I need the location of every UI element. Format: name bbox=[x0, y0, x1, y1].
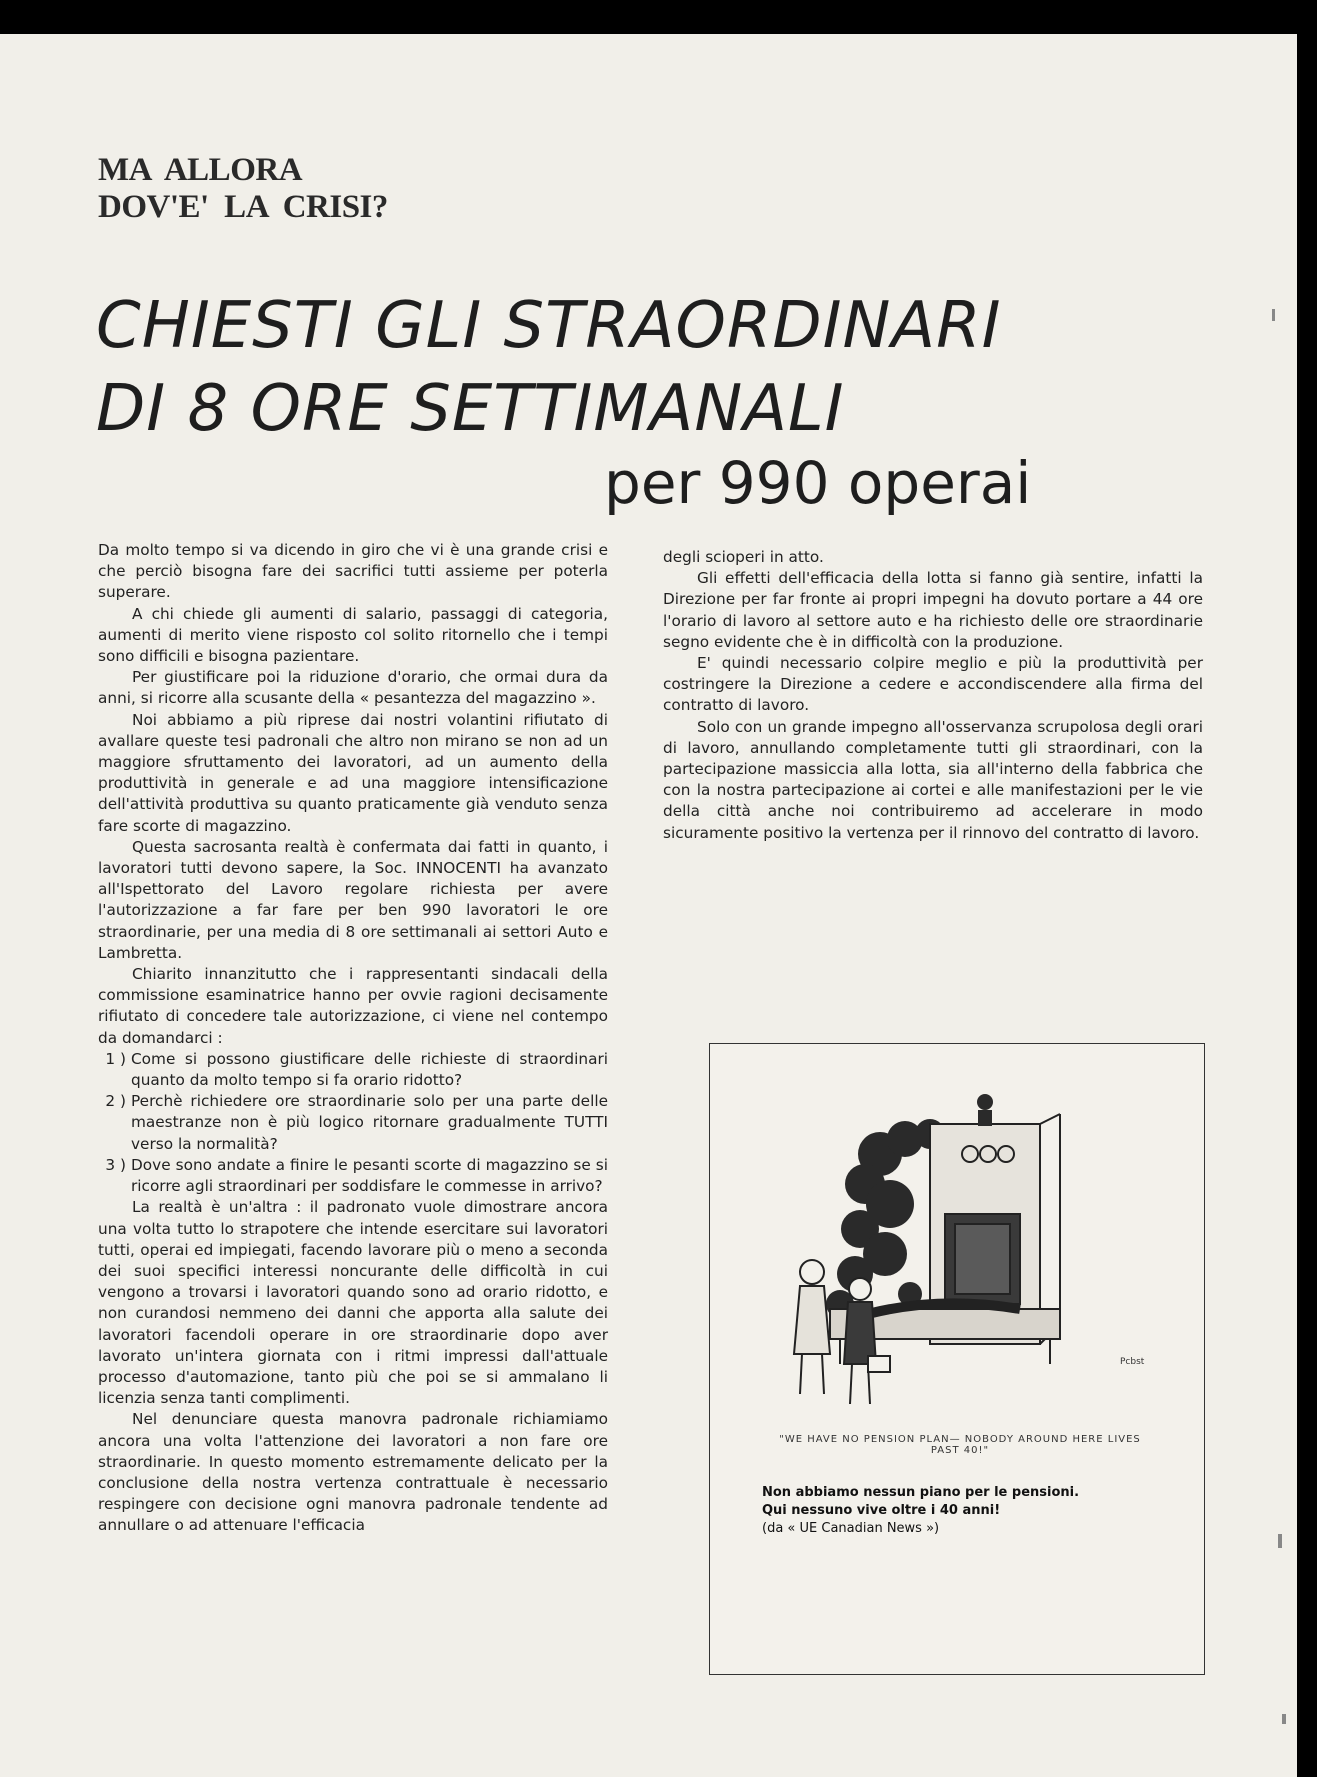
paragraph: Questa sacrosanta realtà è confermata dai fatti in quanto, i lavoratori tutti devono sapere, la Soc. INNOCENTI ha avanzato all'Ispettorato del Lavoro regolare richiesta per avere l'autorizzazione a far fare per ben 990 lavoratori le ore straordinarie, per una media di 8 ore settimanali ai settori Auto e Lambretta. bbox=[98, 837, 608, 962]
headline-line-1: CHIESTI GLI STRAORDINARI bbox=[96, 289, 1002, 363]
paragraph: E' quindi necessario colpire meglio e più la produttività per costringere la Direzione a cedere e accondiscendere alla firma del contratto di lavoro. bbox=[663, 654, 1203, 715]
list-text: Come si possono giustificare delle richieste di straordinari quanto da molto tempo si fa orario ridotto? bbox=[131, 1049, 608, 1090]
list-item bbox=[98, 1091, 608, 1155]
paragraph: Per giustificare poi la riduzione d'orario, che ormai dura da anni, si ricorre alla scusante della « pesantezza del magazzino ». bbox=[98, 668, 608, 708]
kicker-line-2: DOV'E' LA CRISI? bbox=[98, 189, 388, 225]
headline-line-3: per 990 operai bbox=[604, 449, 1032, 517]
paragraph: La realtà è un'altra : il padronato vuole dimostrare ancora una volta tutto lo strapotere che intende esercitare sui lavoratori tutti, operai ed impiegati, facendo lavorare più o meno a seconda dei suoi specifici interessi noncurante delle difficoltà in cui vengono a trovarsi i lavoratori quando sono ad orario ridotto, e non curandosi nemmeno dei danni che apporta alla salute dei lavoratori facendoli operare in ore straordinarie dopo aver lavorato un'intera giornata con i ritmi impressi dall'attuale processo d'automazione, tanto più che poi se si ammalano li licenzia senza tanti complimenti. bbox=[98, 1198, 608, 1408]
list-item bbox=[98, 1155, 608, 1197]
paragraph: Gli effetti dell'efficacia della lotta si fanno già sentire, infatti la Direzione per far fronte ai propri impegni ha dovuto portare a 44 ore l'orario di lavoro al settore auto e ha richiesto delle ore straordinarie segno evidente che è in difficoltà con la produzione. bbox=[663, 569, 1203, 651]
print-mark bbox=[1282, 1714, 1286, 1724]
paragraph: Nel denunciare questa manovra padronale richiamiamo ancora una volta l'attenzione dei lavoratori a non fare ore straordinarie. In questo momento estremamente delicato per la conclusione della nostra vertenza contrattuale è necessario respingere con decisione ogni manovra padronale tendente ad annullare o ad attenuare l'efficacia bbox=[98, 1410, 608, 1535]
print-mark bbox=[1278, 1534, 1282, 1548]
cartoon-speech-text: "WE HAVE NO PENSION PLAN— NOBODY AROUND HERE LIVES PAST 40!" bbox=[779, 1434, 1141, 1456]
cartoon-caption bbox=[762, 1484, 1079, 1538]
kicker-heading bbox=[98, 152, 388, 226]
list-number: 3 ) bbox=[105, 1155, 126, 1174]
list-item bbox=[98, 1049, 608, 1091]
caption-line-2: Qui nessuno vive oltre i 40 anni! bbox=[762, 1503, 1001, 1518]
list-number: 2 ) bbox=[105, 1092, 126, 1111]
paragraph: Noi abbiamo a più riprese dai nostri volantini rifiutato di avallare queste tesi padronali che altro non mirano se non ad un maggiore sfruttamento dei lavoratori, ad un aumento della produttività in generale e ad una maggiore intensificazione dell'attività produttiva su quanto praticamente già venduto senza fare scorte di magazzino. bbox=[98, 710, 608, 835]
questions-list bbox=[98, 1049, 608, 1197]
magazine-page bbox=[0, 34, 1297, 1777]
list-number: 1 ) bbox=[105, 1049, 126, 1068]
cartoon-box bbox=[709, 1043, 1205, 1675]
print-mark bbox=[1272, 309, 1275, 321]
article-column-right bbox=[663, 547, 1203, 844]
paragraph: Chiarito innanzitutto che i rappresentanti sindacali della commissione esaminatrice hanno per ovvie ragioni decisamente rifiutato di concedere tale autorizzazione, ci viene nel contempo da domandarci : bbox=[98, 965, 608, 1047]
worker-on-machine bbox=[977, 1094, 993, 1126]
paragraph: Solo con un grande impegno all'osservanza scrupolosa degli orari di lavoro, annullando completamente tutti gli straordinari, con la partecipazione massiccia alla lotta, sia all'interno della fabbrica che con la nostra partecipazione ai cortei e alle manifestazioni per le vie della città anche noi contribuiremo ad accelerare in modo sicuramente positivo la vertenza per il rinnovo del contratto di lavoro. bbox=[663, 717, 1203, 842]
list-text: Dove sono andate a finire le pesanti scorte di magazzino se si ricorre agli straordinari per soddisfare le commesse in arrivo? bbox=[131, 1155, 608, 1196]
headline-line-2: DI 8 ORE SETTIMANALI bbox=[96, 372, 845, 446]
paragraph: degli scioperi in atto. bbox=[663, 548, 824, 566]
paragraph: Da molto tempo si va dicendo in giro che vi è una grande crisi e che perciò bisogna fare dei sacrifici tutti assieme per poterla superare. bbox=[98, 541, 608, 602]
list-text: Perchè richiedere ore straordinarie solo per una parte delle maestranze non è più logico ritornare gradualmente TUTTI verso la normalità? bbox=[131, 1092, 608, 1153]
cartoon-illustration bbox=[730, 1064, 1184, 1424]
paragraph: A chi chiede gli aumenti di salario, passaggi di categoria, aumenti di merito viene risposto col solito ritornello che i tempi sono difficili e bisogna pazientare. bbox=[98, 604, 608, 666]
caption-line-1: Non abbiamo nessun piano per le pensioni. bbox=[762, 1485, 1080, 1500]
artist-signature: Pcbst bbox=[1120, 1357, 1145, 1367]
article-column-left bbox=[98, 540, 608, 1537]
kicker-line-1: MA ALLORA bbox=[98, 152, 303, 188]
caption-line-3: (da « UE Canadian News ») bbox=[762, 1521, 940, 1536]
